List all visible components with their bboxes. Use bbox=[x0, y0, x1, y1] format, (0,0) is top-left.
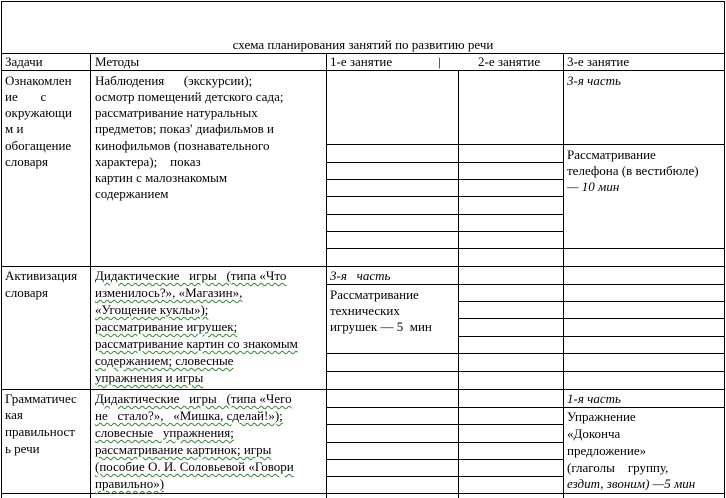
method-line: словесные упражнения; bbox=[95, 425, 234, 440]
method-line: упражнения и игры bbox=[95, 370, 204, 385]
method-line: рассматривание игрушек; bbox=[95, 319, 238, 334]
task-line: правильност bbox=[5, 424, 75, 439]
task-line: Активизация bbox=[5, 268, 78, 283]
grid-line bbox=[563, 144, 724, 145]
task-line: ие с bbox=[5, 89, 47, 104]
method-line: предметов; показ' диафильмов и bbox=[95, 121, 274, 136]
lesson-line: ездит, звоним) —5 мин bbox=[567, 476, 696, 491]
task-line: кая bbox=[5, 407, 23, 422]
row-separator-2 bbox=[1, 389, 725, 390]
grid-line bbox=[326, 353, 724, 354]
grid-line bbox=[326, 371, 724, 372]
grid-line bbox=[326, 231, 563, 232]
col-line-4 bbox=[563, 53, 564, 498]
row-separator-3 bbox=[1, 493, 725, 494]
method-line: не стало?», «Мишка, сделай!»); bbox=[95, 408, 283, 423]
header-lesson-3: 3-е занятие bbox=[567, 54, 630, 69]
method-line: содержанием bbox=[95, 186, 169, 201]
grid-line bbox=[326, 196, 563, 197]
method-line: Дидактические игры (типа «Чего bbox=[95, 391, 292, 406]
task-line: Ознакомлен bbox=[5, 73, 72, 88]
grid-line bbox=[458, 318, 724, 319]
grid-line bbox=[326, 476, 563, 477]
grid-line bbox=[326, 459, 563, 460]
task-line: ь речи bbox=[5, 441, 40, 456]
col-line-1 bbox=[90, 53, 91, 498]
lesson-line: Рассматривание bbox=[330, 287, 419, 302]
method-line: изменилось?», «Магазин», bbox=[95, 285, 243, 300]
lesson-line: технических bbox=[330, 303, 400, 318]
row-1-lesson-3-part: 3-я часть bbox=[567, 73, 621, 88]
lesson-line: предложение» bbox=[567, 443, 647, 458]
lesson-line: Рассматривание bbox=[567, 147, 656, 162]
method-line: (пособие О. И. Соловьевой «Говори bbox=[95, 459, 294, 474]
header-lesson-1: 1-е занятие bbox=[330, 54, 393, 69]
row-2-lesson-1-part: 3-я часть bbox=[330, 268, 391, 283]
method-line: рассматривание картин со знакомым bbox=[95, 336, 298, 351]
row-separator-1 bbox=[1, 266, 725, 267]
task-line: словаря bbox=[5, 285, 48, 300]
grid-line bbox=[326, 162, 563, 163]
grid-line bbox=[326, 407, 563, 408]
col-line-2 bbox=[326, 53, 327, 498]
header-tasks: Задачи bbox=[5, 54, 43, 69]
method-line: правильно») bbox=[95, 476, 165, 491]
row-3-lesson-3-part: 1-я часть bbox=[567, 391, 621, 406]
grid-line bbox=[326, 248, 724, 249]
method-line: содержанием; словесные bbox=[95, 353, 234, 368]
header-methods: Методы bbox=[95, 54, 140, 69]
lesson-line: «Доконча bbox=[567, 426, 621, 441]
header-separator-mark: | bbox=[438, 54, 441, 69]
method-line: осмотр помещений детского сада; bbox=[95, 89, 284, 104]
grid-line bbox=[458, 336, 724, 337]
table-border-left bbox=[1, 1, 2, 498]
grid-line bbox=[326, 214, 563, 215]
table-border-right bbox=[724, 1, 725, 498]
task-line: окружающи bbox=[5, 105, 72, 120]
task-line: м и bbox=[5, 121, 24, 136]
lesson-line: игрушек — 5 мин bbox=[330, 319, 432, 334]
grid-line bbox=[326, 442, 563, 443]
grid-line bbox=[326, 179, 563, 180]
task-line: словаря bbox=[5, 154, 48, 169]
task-line: обогащение bbox=[5, 138, 72, 153]
method-line: Дидактические игры (типа «Что bbox=[95, 268, 287, 283]
method-line: картин с малознакомым bbox=[95, 170, 228, 185]
lesson-line: — 10 мин bbox=[567, 179, 620, 194]
grid-line bbox=[458, 301, 724, 302]
method-line: кинофильмов (познавательного bbox=[95, 138, 270, 153]
lesson-line: (глаголы группу, bbox=[567, 460, 669, 475]
method-line: Наблюдения (экскурсии); bbox=[95, 73, 253, 88]
grid-line bbox=[326, 144, 563, 145]
task-line: Грамматичес bbox=[5, 391, 77, 406]
grid-line bbox=[326, 424, 563, 425]
document-title: схема планирования занятий по развитию речи bbox=[232, 37, 494, 52]
lesson-line: телефона (в вестибюле) bbox=[567, 163, 699, 178]
method-line: рассматривание картинок; игры bbox=[95, 442, 272, 457]
lesson-line: Упражнение bbox=[567, 409, 636, 424]
header-lesson-2: 2-е занятие bbox=[478, 54, 541, 69]
method-line: характера); показ bbox=[95, 154, 201, 169]
method-line: рассматривание натуральных bbox=[95, 105, 258, 120]
method-line: «Угощение куклы»); bbox=[95, 302, 209, 317]
table-border-top bbox=[1, 1, 725, 2]
